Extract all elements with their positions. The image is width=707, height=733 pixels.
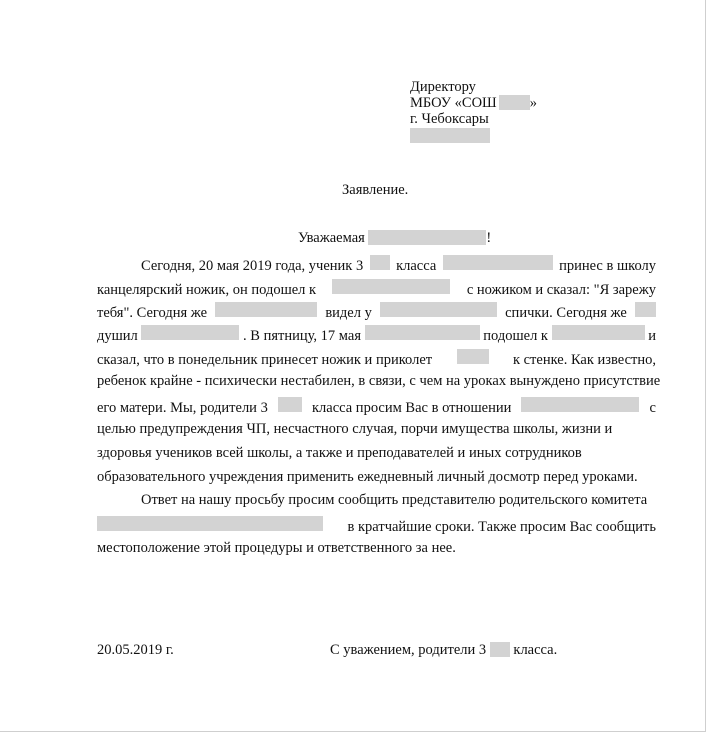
text-run: Ответ на нашу просьбу просим сообщить представителю родительского комитета <box>141 492 648 508</box>
redaction-box <box>521 397 639 412</box>
p1-line-8 <box>97 421 656 437</box>
p1-line-3 <box>97 302 656 321</box>
signature-suffix: класса. <box>513 642 558 658</box>
text-run: образовательного учреждения применить ежедневный личный досмотр перед уроками. <box>97 469 638 485</box>
redaction-box <box>278 397 302 412</box>
addressee-line-4 <box>410 128 490 144</box>
redaction-box <box>635 302 656 317</box>
greeting <box>298 230 491 246</box>
p1-line-5 <box>97 349 656 368</box>
p1-line-10 <box>97 469 656 485</box>
redaction-box <box>332 279 450 294</box>
p1-line-7 <box>97 397 656 416</box>
text-run: класса просим Вас в отношении <box>311 400 512 416</box>
text-run: в кратчайшие сроки. Также просим Вас сообщить <box>347 519 656 535</box>
redaction-box <box>410 128 490 143</box>
p2-line-3 <box>97 540 656 556</box>
p2-line-2 <box>97 516 656 535</box>
text-run: видел у <box>325 305 372 321</box>
redaction-box <box>141 325 239 340</box>
redaction-box <box>552 325 645 340</box>
redaction-box <box>490 642 510 657</box>
addressee-city: г. Чебоксары <box>410 111 489 127</box>
text-run: сказал, что в понедельник принесет ножик и приколет <box>97 352 433 368</box>
redaction-box <box>499 95 530 110</box>
p1-line-2 <box>97 279 656 298</box>
p1-line-1 <box>141 255 656 274</box>
text-run: душил <box>97 328 138 344</box>
text-run: местоположение этой процедуры и ответственного за нее. <box>97 540 456 556</box>
signature-line <box>330 642 557 658</box>
p1-line-4 <box>97 325 656 344</box>
text-run: с <box>649 400 656 416</box>
p1-line-6 <box>97 373 661 389</box>
redaction-box <box>370 255 390 270</box>
document-title: Заявление. <box>342 182 409 198</box>
greeting-exclamation: ! <box>486 230 492 246</box>
text-run: принес в школу <box>559 258 656 274</box>
redaction-box <box>215 302 317 317</box>
redaction-box <box>457 349 489 364</box>
redaction-box <box>365 325 480 340</box>
text-run: с ножиком и сказал: "Я зарежу <box>466 282 656 298</box>
text-run: спички. Сегодня же <box>505 305 627 321</box>
addressee-school: МБОУ «СОШ <box>410 95 497 111</box>
redaction-box <box>380 302 497 317</box>
text-run: Сегодня, 20 мая 2019 года, ученик 3 <box>141 258 364 274</box>
text-run: к стенке. Как известно, <box>512 352 656 368</box>
addressee-school-close: » <box>529 95 537 111</box>
text-run: тебя". Сегодня же <box>97 305 208 321</box>
addressee-line-3 <box>410 111 489 127</box>
text-run: подошел к <box>483 328 548 344</box>
text-run: здоровья учеников всей школы, а также и преподавателей и иных сотрудников <box>97 445 582 461</box>
text-run: . В пятницу, 17 мая <box>243 328 361 344</box>
p1-line-9 <box>97 445 656 461</box>
text-run: и <box>648 328 656 344</box>
p2-line-1 <box>141 492 656 508</box>
redaction-box <box>443 255 553 270</box>
addressee-title: Директору <box>410 79 476 95</box>
text-run: целью предупреждения ЧП, несчастного случая, порчи имущества школы, жизни и <box>97 421 613 437</box>
redaction-box <box>97 516 323 531</box>
text-run: класса <box>396 258 437 274</box>
text-run: ребенок крайне - психически нестабилен, в связи, с чем на уроках вынуждено присутствие <box>97 373 661 389</box>
document-date: 20.05.2019 г. <box>97 642 174 658</box>
text-run: канцелярский ножик, он подошел к <box>97 282 317 298</box>
greeting-word: Уважаемая <box>298 230 365 246</box>
redaction-box <box>368 230 486 245</box>
addressee-line-2 <box>410 95 537 111</box>
text-run: его матери. Мы, родители 3 <box>97 400 268 416</box>
signature-prefix: С уважением, родители 3 <box>330 642 487 658</box>
addressee-line-1 <box>410 79 476 95</box>
